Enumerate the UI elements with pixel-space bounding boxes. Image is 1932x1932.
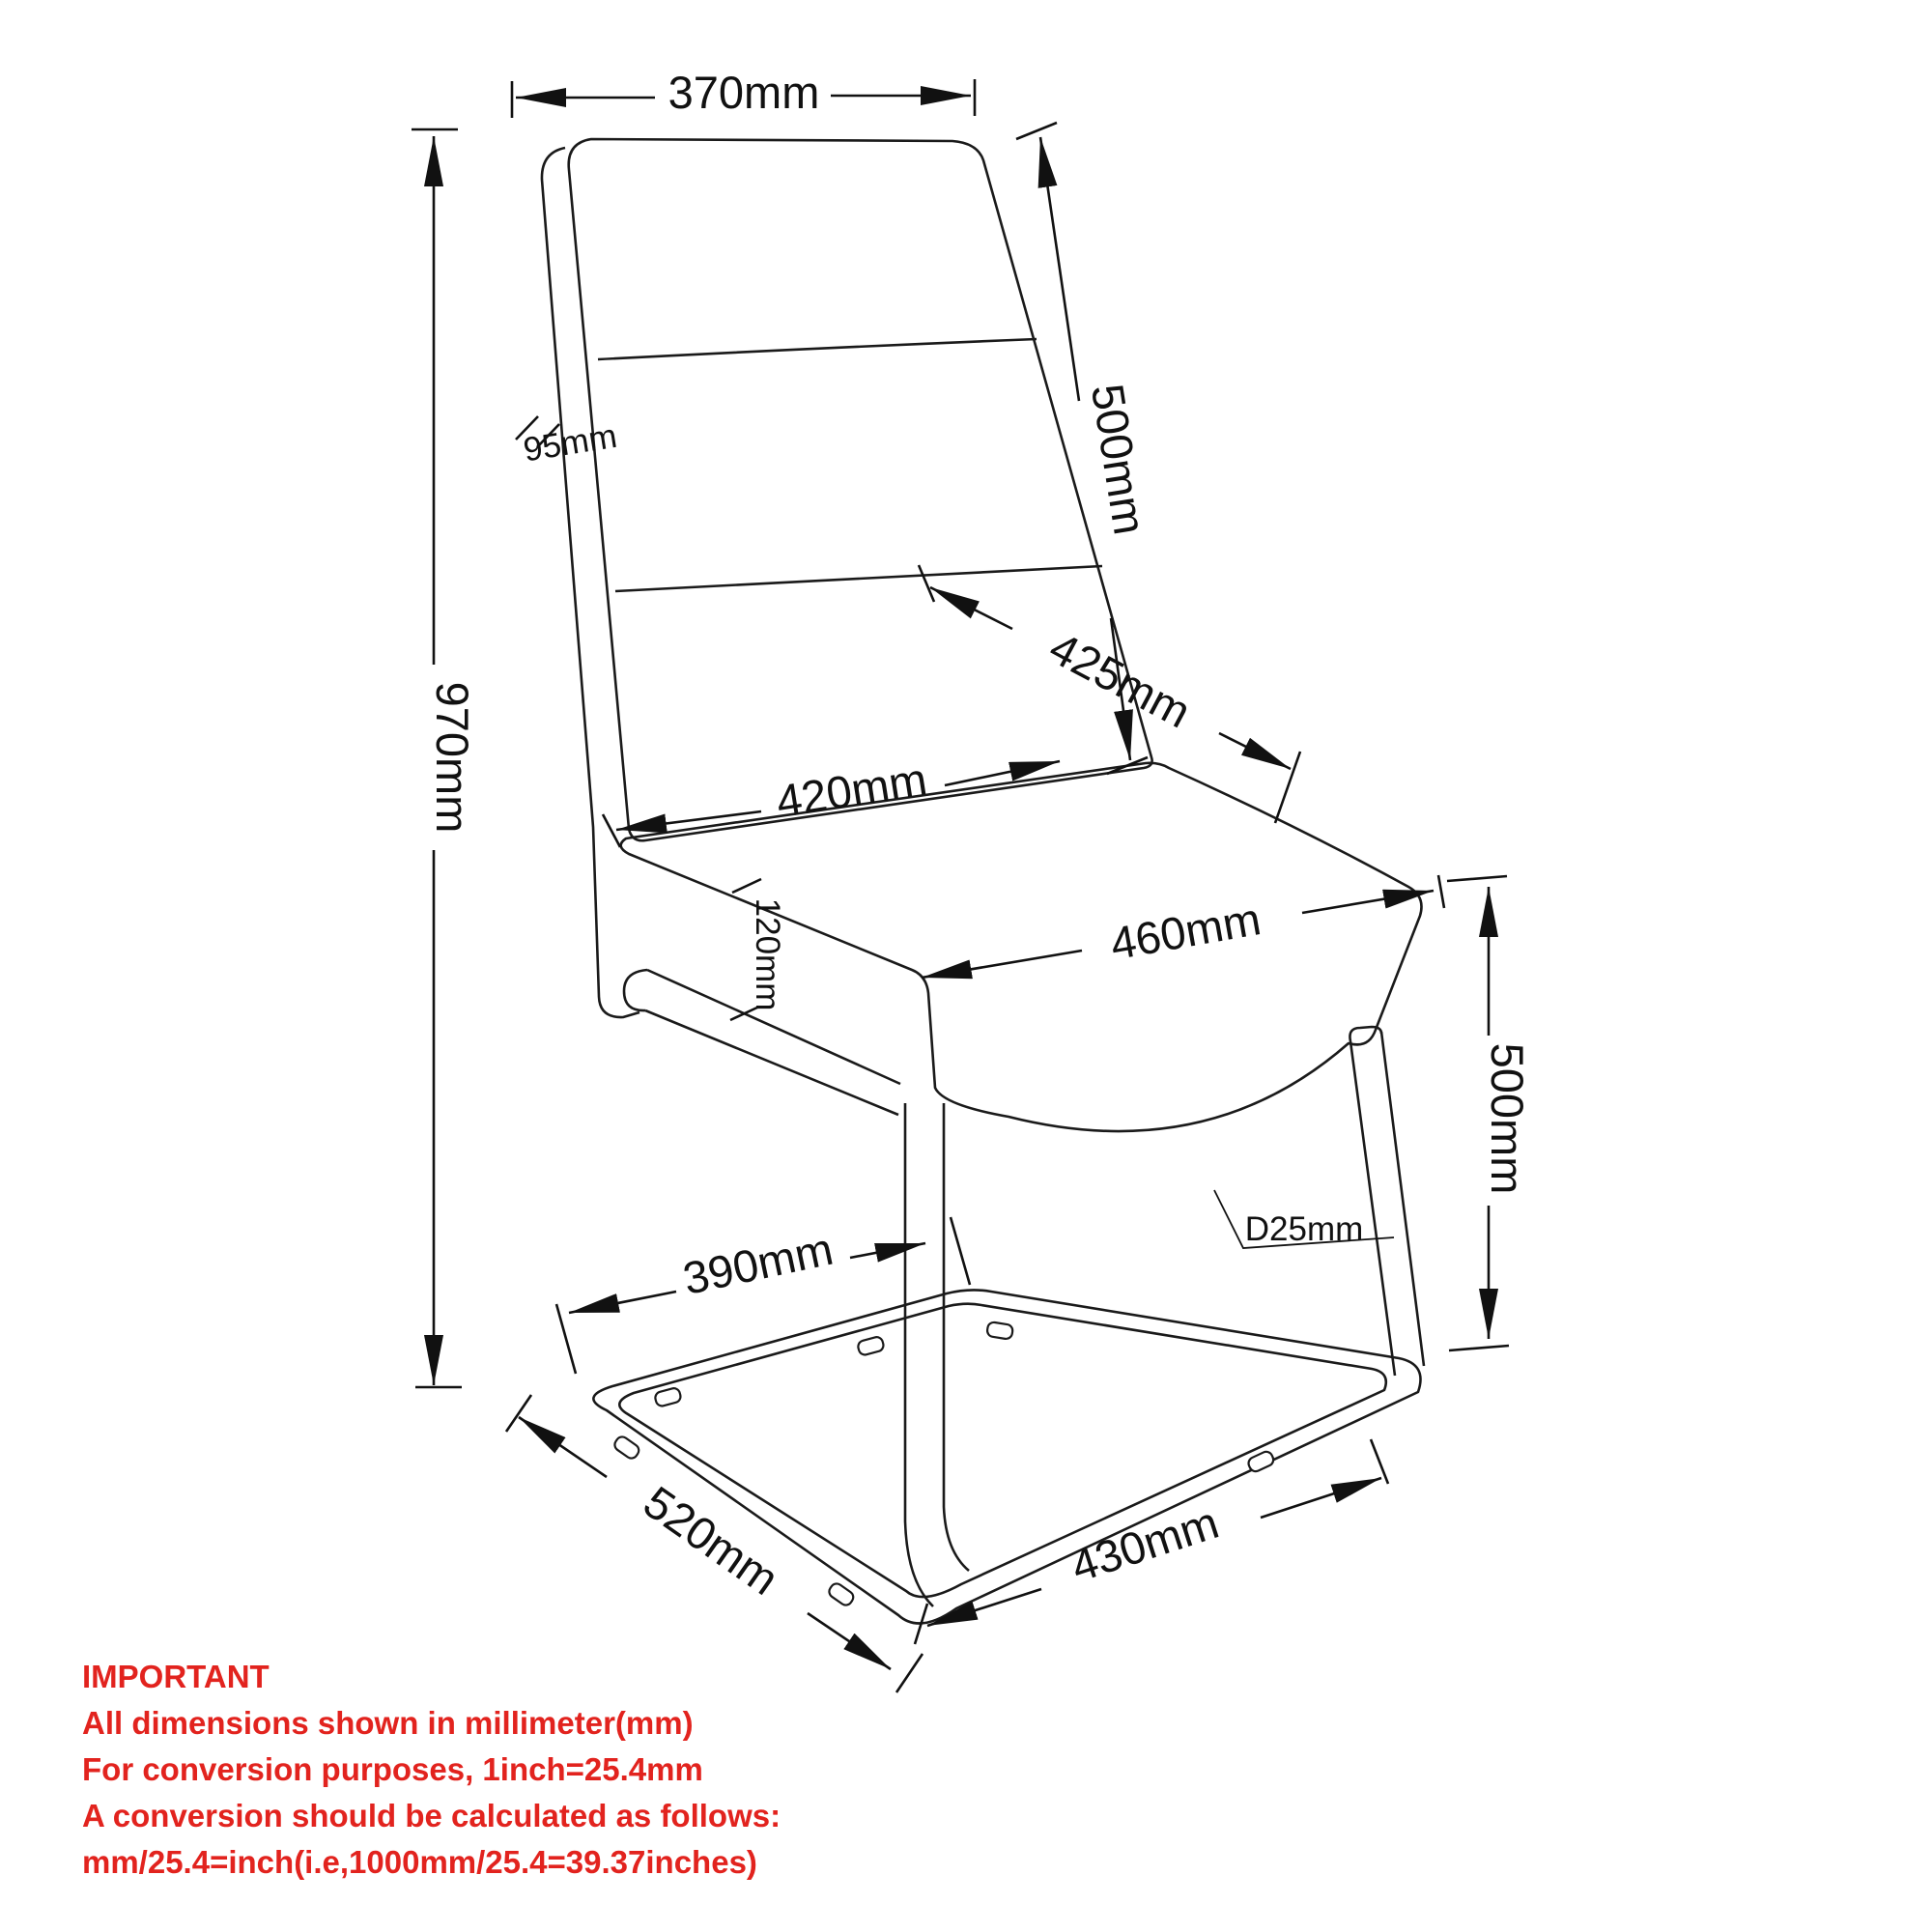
glide-foot (827, 1581, 856, 1607)
notes-line: A conversion should be calculated as follows: (82, 1798, 781, 1833)
dim-label-backrest-side-thickness: 95mm (521, 416, 620, 469)
rear-support-tube (1350, 1027, 1424, 1376)
dim-label-base-side-depth: 520mm (635, 1475, 788, 1605)
front-leg-tube (905, 1103, 969, 1606)
dim-label-seat-diagonal: 425mm (1041, 621, 1200, 738)
glide-foot (1246, 1450, 1275, 1474)
notes-line: mm/25.4=inch(i.e,1000mm/25.4=39.37inches) (82, 1844, 757, 1880)
backrest-seam-lower (615, 566, 1102, 591)
dim-label-seat-front-width: 460mm (1106, 893, 1264, 970)
notes-line: For conversion purposes, 1inch=25.4mm (82, 1751, 703, 1787)
dim-label-base-front-width: 390mm (678, 1222, 838, 1305)
notes-title: IMPORTANT (82, 1659, 270, 1694)
glide-foot (986, 1321, 1013, 1340)
dim-label-total-height: 970mm (427, 681, 478, 834)
dim-label-backrest-height: 500mm (1081, 380, 1156, 538)
dim-label-seat-cushion-thickness: 120mm (749, 897, 786, 1011)
dim-label-seat-back-width: 420mm (772, 753, 930, 828)
important-notes (82, 1654, 952, 1886)
chair-outline-group (542, 139, 1424, 1624)
glide-foot (612, 1435, 641, 1461)
dim-label-backrest-top-width: 370mm (668, 67, 820, 118)
glide-foot (654, 1387, 682, 1407)
dim-label-tube-diameter: D25mm (1244, 1210, 1364, 1248)
backrest-seam-upper (598, 339, 1037, 359)
dim-label-base-rear-width: 430mm (1065, 1495, 1225, 1592)
notes-line: All dimensions shown in millimeter(mm) (82, 1705, 694, 1741)
dimension-lines-group (412, 79, 1509, 1692)
backrest-back-panel (542, 148, 639, 1017)
glide-foot (857, 1336, 885, 1356)
dim-label-seat-height: 500mm (1482, 1042, 1533, 1195)
backrest-front-face (569, 139, 1152, 840)
seat-cushion (621, 763, 1422, 1131)
